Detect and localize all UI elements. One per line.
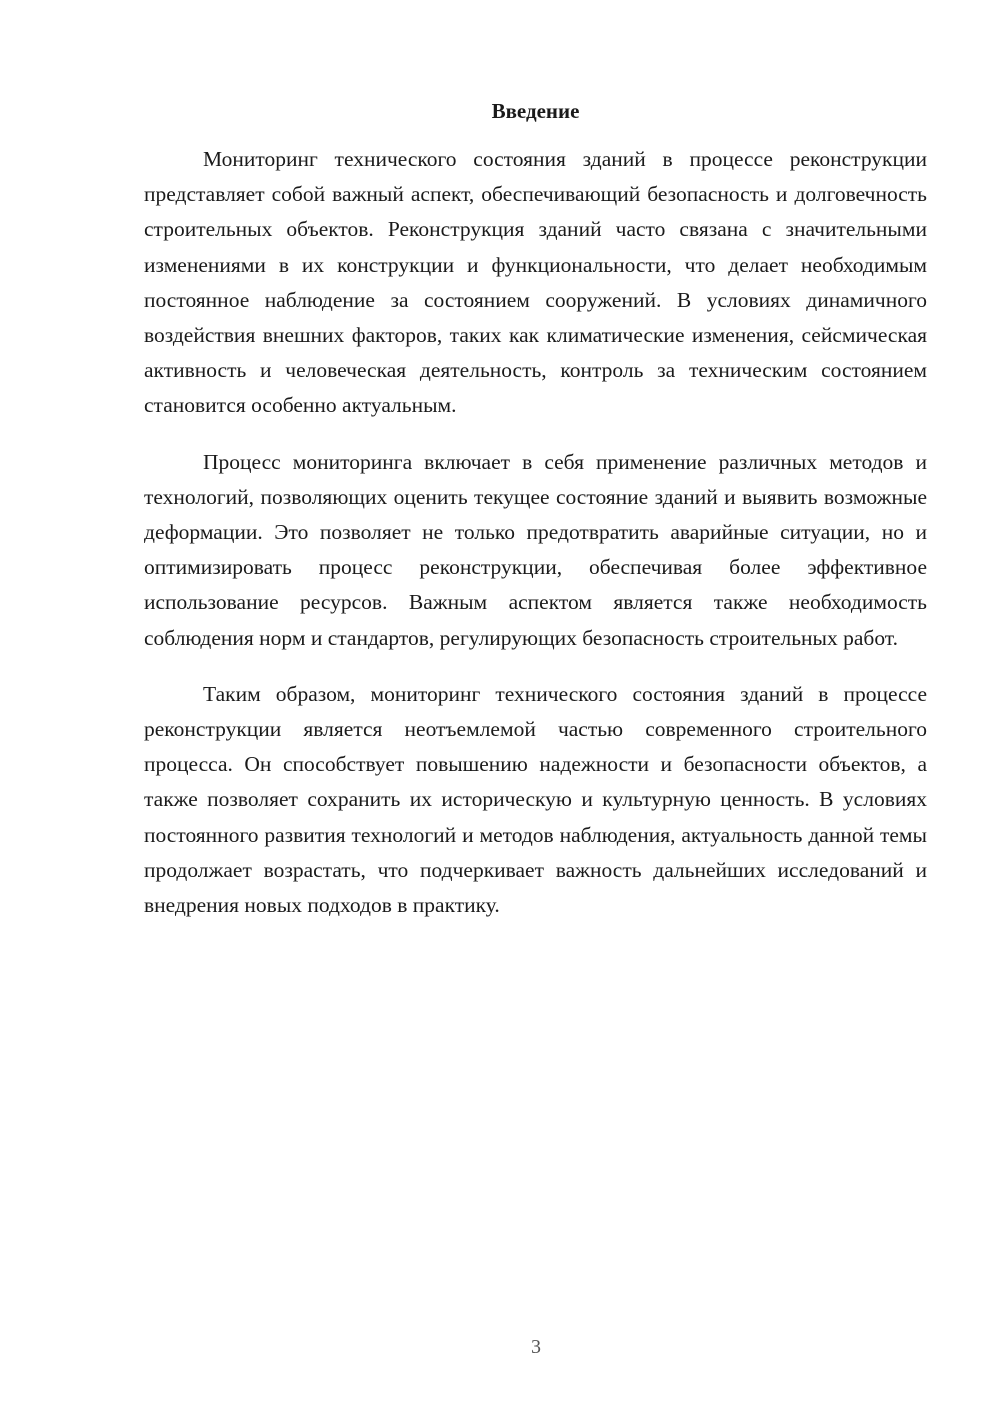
page-number: 3 [531, 1336, 541, 1358]
page-title: Введение [491, 99, 580, 123]
body-text [144, 142, 927, 923]
paragraph-3: Таким образом, мониторинг технического состояния зданий в процессе реконструкции является неотъемлемой частью современного строительного процесса. Он способствует повышению надежности и безопасности объектов, а также позволяет сохранить их историческую и культурную ценность. В условиях постоянного развития технологий и методов наблюдения, актуальность данной темы продолжает возрастать, что подчеркивает важность дальнейших исследований и внедрения новых подходов в практику. [144, 681, 927, 918]
paragraph-2: Процесс мониторинга включает в себя применение различных методов и технологий, позволяющих оценить текущее состояние зданий и выявить возможные деформации. Это позволяет не только предотвратить аварийные ситуации, но и оптимизировать процесс реконструкции, обеспечивая более эффективное использование ресурсов. Важным аспектом является также необходимость соблюдения норм и стандартов, регулирующих безопасность строительных работ. [144, 449, 927, 650]
paragraph-1: Мониторинг технического состояния зданий в процессе реконструкции представляет собой важный аспект, обеспечивающий безопасность и долговечность строительных объектов. Реконструкция зданий часто связана с значительными изменениями в их конструкции и функциональности, что делает необходимым постоянное наблюдение за состоянием сооружений. В условиях динамичного воздействия внешних факторов, таких как климатические изменения, сейсмическая активность и человеческая деятельность, контроль за техническим состоянием становится особенно актуальным. [144, 147, 927, 418]
